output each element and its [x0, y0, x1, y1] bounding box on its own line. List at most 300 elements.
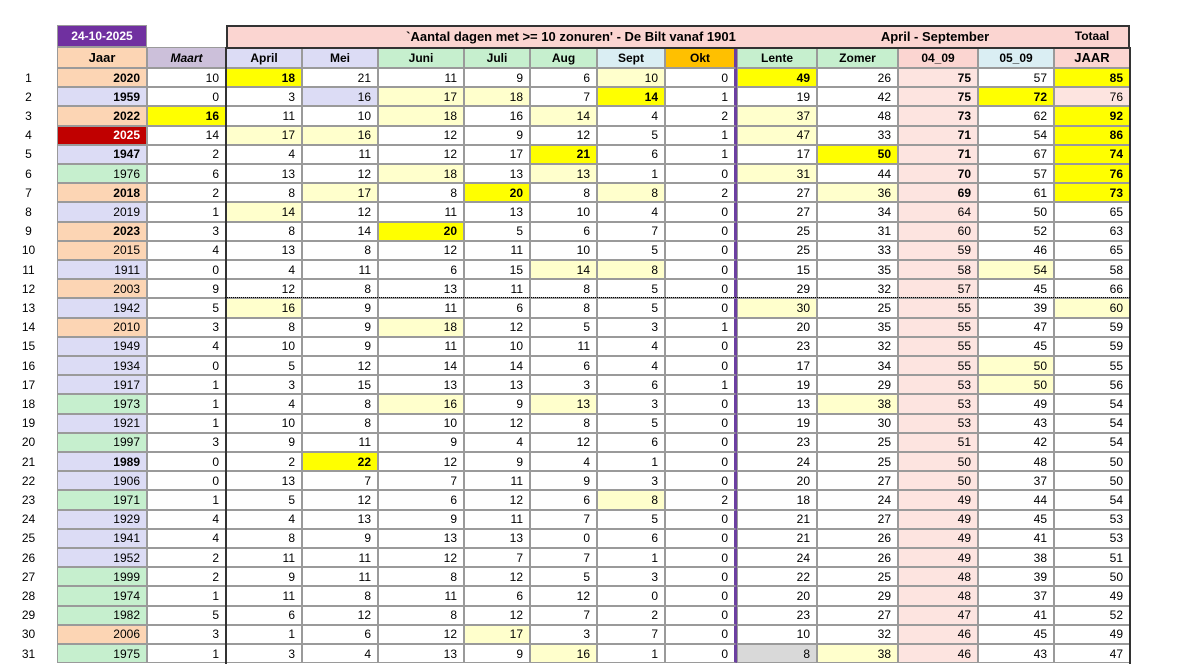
data-cell: 5: [226, 356, 302, 375]
data-cell: 46: [898, 644, 978, 663]
data-cell: 0: [665, 433, 737, 452]
data-cell: 50: [978, 202, 1054, 221]
data-cell: 25: [817, 567, 898, 586]
data-cell: 49: [1054, 625, 1130, 644]
data-cell: 0: [665, 241, 737, 260]
data-cell: 53: [898, 394, 978, 413]
column-header: April: [226, 47, 302, 68]
data-cell: 0: [665, 68, 737, 87]
data-cell: 13: [530, 394, 597, 413]
data-cell: 3: [597, 567, 665, 586]
data-cell: 29: [817, 375, 898, 394]
data-cell: 9: [302, 337, 378, 356]
data-cell: 25: [817, 433, 898, 452]
data-cell: 65: [1054, 202, 1130, 221]
data-cell: 11: [464, 279, 530, 298]
data-cell: 54: [978, 126, 1054, 145]
row-number: 8: [25, 204, 32, 219]
year-cell: 2025: [57, 126, 147, 145]
data-cell: 16: [226, 298, 302, 317]
data-cell: 10: [464, 337, 530, 356]
data-cell: 13: [464, 529, 530, 548]
data-cell: 18: [226, 68, 302, 87]
data-cell: 15: [464, 260, 530, 279]
data-cell: 6: [530, 356, 597, 375]
year-cell: 2023: [57, 222, 147, 241]
data-cell: 49: [978, 394, 1054, 413]
year-cell: 1997: [57, 433, 147, 452]
data-cell: 85: [1054, 68, 1130, 87]
data-cell: 60: [898, 222, 978, 241]
data-cell: 21: [302, 68, 378, 87]
data-cell: 46: [978, 241, 1054, 260]
data-cell: 11: [302, 548, 378, 567]
data-cell: 1: [147, 414, 226, 433]
data-cell: 2: [665, 490, 737, 509]
data-cell: 36: [817, 183, 898, 202]
data-cell: 6: [597, 433, 665, 452]
year-cell: 1971: [57, 490, 147, 509]
data-cell: 11: [302, 433, 378, 452]
row-number: 15: [21, 339, 36, 354]
data-cell: 10: [302, 106, 378, 125]
data-cell: 35: [817, 318, 898, 337]
data-cell: 8: [226, 318, 302, 337]
data-cell: 31: [817, 222, 898, 241]
data-cell: 0: [665, 394, 737, 413]
data-cell: 20: [737, 471, 817, 490]
data-cell: 2: [147, 548, 226, 567]
row-number: 28: [21, 588, 36, 603]
data-cell: 21: [530, 145, 597, 164]
data-cell: 12: [464, 490, 530, 509]
data-cell: 11: [378, 337, 464, 356]
data-cell: 10: [530, 202, 597, 221]
data-cell: 25: [817, 452, 898, 471]
data-cell: 14: [226, 202, 302, 221]
data-cell: 14: [147, 126, 226, 145]
data-cell: 20: [737, 318, 817, 337]
data-cell: 3: [597, 394, 665, 413]
data-cell: 14: [597, 87, 665, 106]
data-cell: 14: [530, 260, 597, 279]
row-number: 3: [25, 108, 32, 123]
data-cell: 11: [378, 298, 464, 317]
data-cell: 9: [378, 510, 464, 529]
data-cell: 48: [978, 452, 1054, 471]
year-cell: 2022: [57, 106, 147, 125]
year-cell: 1906: [57, 471, 147, 490]
data-cell: 17: [737, 145, 817, 164]
row-number: 29: [21, 608, 36, 623]
data-cell: 0: [665, 414, 737, 433]
data-cell: 7: [530, 510, 597, 529]
data-cell: 65: [1054, 241, 1130, 260]
data-cell: 13: [378, 644, 464, 663]
data-cell: 38: [817, 644, 898, 663]
data-cell: 9: [530, 471, 597, 490]
data-cell: 4: [226, 260, 302, 279]
data-cell: 4: [302, 644, 378, 663]
data-cell: 6: [378, 260, 464, 279]
data-cell: 16: [302, 87, 378, 106]
data-cell: 27: [817, 510, 898, 529]
year-cell: 1975: [57, 644, 147, 663]
data-cell: 73: [898, 106, 978, 125]
data-cell: 49: [898, 529, 978, 548]
data-cell: 31: [737, 164, 817, 183]
data-cell: 1: [665, 318, 737, 337]
data-cell: 52: [1054, 606, 1130, 625]
year-cell: 2020: [57, 68, 147, 87]
year-cell: 1999: [57, 567, 147, 586]
data-cell: 18: [378, 318, 464, 337]
data-cell: 0: [530, 529, 597, 548]
data-cell: 10: [226, 414, 302, 433]
data-cell: 7: [530, 548, 597, 567]
data-cell: 3: [597, 471, 665, 490]
data-cell: 9: [226, 433, 302, 452]
data-cell: 55: [898, 318, 978, 337]
data-cell: 3: [226, 87, 302, 106]
data-cell: 12: [302, 202, 378, 221]
data-cell: 8: [226, 529, 302, 548]
data-cell: 63: [1054, 222, 1130, 241]
data-cell: 1: [226, 625, 302, 644]
data-cell: 8: [597, 183, 665, 202]
data-cell: 45: [978, 279, 1054, 298]
data-cell: 4: [226, 145, 302, 164]
row-number: 19: [21, 416, 36, 431]
row-number: 7: [25, 185, 32, 200]
data-cell: 19: [737, 414, 817, 433]
data-cell: 42: [817, 87, 898, 106]
data-cell: 33: [817, 241, 898, 260]
year-cell: 2010: [57, 318, 147, 337]
data-cell: 76: [1054, 164, 1130, 183]
data-cell: 47: [737, 126, 817, 145]
data-cell: 55: [898, 337, 978, 356]
data-cell: 66: [1054, 279, 1130, 298]
data-cell: 92: [1054, 106, 1130, 125]
data-cell: 75: [898, 68, 978, 87]
data-cell: 6: [464, 298, 530, 317]
data-cell: 48: [898, 567, 978, 586]
row-number: 4: [25, 128, 32, 143]
data-cell: 29: [737, 279, 817, 298]
data-cell: 12: [378, 145, 464, 164]
data-cell: 2: [665, 106, 737, 125]
data-cell: 0: [147, 260, 226, 279]
data-cell: 16: [378, 394, 464, 413]
data-cell: 5: [597, 298, 665, 317]
data-cell: 46: [898, 625, 978, 644]
data-cell: 49: [898, 490, 978, 509]
data-cell: 5: [597, 241, 665, 260]
data-cell: 0: [665, 164, 737, 183]
data-cell: 61: [978, 183, 1054, 202]
row-number: 18: [21, 396, 36, 411]
data-cell: 71: [898, 126, 978, 145]
data-cell: 64: [898, 202, 978, 221]
data-cell: 50: [1054, 452, 1130, 471]
row-number: 17: [21, 377, 36, 392]
data-cell: 12: [464, 567, 530, 586]
data-cell: 1: [665, 145, 737, 164]
data-cell: 5: [597, 414, 665, 433]
data-cell: 24: [737, 452, 817, 471]
data-cell: 16: [464, 106, 530, 125]
data-cell: 2: [597, 606, 665, 625]
data-cell: 8: [302, 279, 378, 298]
data-cell: 8: [530, 279, 597, 298]
data-cell: 18: [464, 87, 530, 106]
data-cell: 21: [737, 529, 817, 548]
data-cell: 53: [898, 375, 978, 394]
data-cell: 4: [147, 529, 226, 548]
data-cell: 17: [378, 87, 464, 106]
data-cell: 54: [978, 260, 1054, 279]
data-cell: 0: [665, 222, 737, 241]
data-cell: 39: [978, 567, 1054, 586]
data-cell: 10: [530, 241, 597, 260]
data-cell: 2: [226, 452, 302, 471]
data-cell: 30: [737, 298, 817, 317]
data-cell: 5: [464, 222, 530, 241]
data-cell: 23: [737, 433, 817, 452]
data-cell: 12: [378, 126, 464, 145]
data-cell: 3: [147, 318, 226, 337]
data-cell: 3: [147, 625, 226, 644]
data-cell: 1: [665, 87, 737, 106]
data-cell: 12: [378, 548, 464, 567]
data-cell: 8: [226, 183, 302, 202]
year-cell: 1921: [57, 414, 147, 433]
data-cell: 0: [665, 298, 737, 317]
data-cell: 33: [817, 126, 898, 145]
data-cell: 8: [378, 606, 464, 625]
year-cell: 2018: [57, 183, 147, 202]
data-cell: 86: [1054, 126, 1130, 145]
data-cell: 13: [378, 529, 464, 548]
data-cell: 9: [464, 68, 530, 87]
data-cell: 38: [978, 548, 1054, 567]
data-cell: 5: [530, 318, 597, 337]
data-cell: 1: [147, 375, 226, 394]
data-cell: 3: [226, 644, 302, 663]
data-cell: 49: [898, 510, 978, 529]
data-cell: 16: [530, 644, 597, 663]
data-cell: 44: [978, 490, 1054, 509]
data-cell: 8: [302, 414, 378, 433]
data-cell: 12: [464, 414, 530, 433]
data-cell: 34: [817, 356, 898, 375]
data-cell: 3: [147, 222, 226, 241]
data-cell: 50: [978, 375, 1054, 394]
data-cell: 1: [147, 586, 226, 605]
data-cell: 13: [226, 164, 302, 183]
data-cell: 7: [464, 548, 530, 567]
data-cell: 5: [147, 298, 226, 317]
data-cell: 0: [665, 548, 737, 567]
data-cell: 19: [737, 87, 817, 106]
data-cell: 12: [530, 586, 597, 605]
data-cell: 75: [898, 87, 978, 106]
data-cell: 13: [464, 202, 530, 221]
data-cell: 0: [665, 586, 737, 605]
data-cell: 1: [147, 394, 226, 413]
data-cell: 4: [147, 337, 226, 356]
data-cell: 59: [1054, 318, 1130, 337]
data-cell: 0: [665, 510, 737, 529]
data-cell: 30: [817, 414, 898, 433]
data-cell: 45: [978, 625, 1054, 644]
data-cell: 1: [147, 202, 226, 221]
data-cell: 43: [978, 644, 1054, 663]
data-cell: 25: [737, 222, 817, 241]
data-cell: 10: [597, 68, 665, 87]
data-cell: 7: [597, 625, 665, 644]
data-cell: 15: [737, 260, 817, 279]
data-cell: 27: [817, 471, 898, 490]
data-cell: 15: [302, 375, 378, 394]
data-cell: 4: [597, 337, 665, 356]
data-cell: 0: [665, 279, 737, 298]
data-cell: 9: [302, 298, 378, 317]
data-cell: 67: [978, 145, 1054, 164]
data-cell: 20: [464, 183, 530, 202]
data-cell: 17: [226, 126, 302, 145]
data-cell: 58: [898, 260, 978, 279]
year-cell: 1911: [57, 260, 147, 279]
data-cell: 1: [665, 126, 737, 145]
data-cell: 0: [665, 567, 737, 586]
data-cell: 39: [978, 298, 1054, 317]
column-header: Juni: [378, 47, 464, 68]
row-number: 5: [25, 147, 32, 162]
data-cell: 32: [817, 337, 898, 356]
data-cell: 6: [302, 625, 378, 644]
data-cell: 9: [147, 279, 226, 298]
data-cell: 59: [898, 241, 978, 260]
row-number: 23: [21, 492, 36, 507]
data-cell: 23: [737, 337, 817, 356]
data-cell: 11: [464, 241, 530, 260]
data-cell: 58: [1054, 260, 1130, 279]
data-cell: 9: [226, 567, 302, 586]
data-cell: 0: [665, 202, 737, 221]
data-cell: 11: [378, 586, 464, 605]
page-break-line: [225, 297, 1130, 298]
data-cell: 21: [737, 510, 817, 529]
data-cell: 12: [378, 241, 464, 260]
sheet-title: `Aantal dagen met >= 10 zonuren' - De Bilt vanaf 1901: [406, 28, 736, 44]
data-cell: 0: [665, 471, 737, 490]
data-cell: 4: [464, 433, 530, 452]
data-cell: 3: [226, 375, 302, 394]
data-cell: 8: [530, 298, 597, 317]
row-number: 26: [21, 550, 36, 565]
data-cell: 54: [1054, 414, 1130, 433]
total-label: Totaal: [1074, 29, 1110, 43]
data-cell: 22: [737, 567, 817, 586]
data-cell: 8: [302, 241, 378, 260]
data-cell: 12: [226, 279, 302, 298]
data-cell: 13: [226, 241, 302, 260]
data-cell: 4: [226, 510, 302, 529]
data-cell: 4: [147, 510, 226, 529]
data-cell: 14: [464, 356, 530, 375]
data-cell: 11: [378, 68, 464, 87]
data-cell: 0: [147, 87, 226, 106]
data-cell: 54: [1054, 394, 1130, 413]
data-cell: 8: [597, 260, 665, 279]
data-cell: 7: [378, 471, 464, 490]
data-cell: 17: [464, 625, 530, 644]
data-cell: 7: [530, 606, 597, 625]
data-cell: 45: [978, 337, 1054, 356]
data-cell: 18: [378, 106, 464, 125]
data-cell: 50: [1054, 471, 1130, 490]
data-cell: 37: [978, 471, 1054, 490]
column-header: Lente: [737, 47, 817, 68]
data-cell: 0: [665, 625, 737, 644]
data-cell: 55: [898, 298, 978, 317]
data-cell: 8: [302, 586, 378, 605]
data-cell: 13: [378, 375, 464, 394]
row-number: 24: [21, 512, 36, 527]
column-header: Zomer: [817, 47, 898, 68]
data-cell: 57: [898, 279, 978, 298]
data-cell: 50: [898, 452, 978, 471]
row-number: 10: [21, 243, 36, 258]
data-cell: 43: [978, 414, 1054, 433]
data-cell: 13: [464, 164, 530, 183]
data-cell: 6: [226, 606, 302, 625]
row-number: 1: [25, 70, 32, 85]
data-cell: 56: [1054, 375, 1130, 394]
data-cell: 1: [597, 452, 665, 471]
year-cell: 1952: [57, 548, 147, 567]
data-cell: 24: [737, 548, 817, 567]
data-cell: 10: [378, 414, 464, 433]
data-cell: 11: [302, 145, 378, 164]
year-cell: 2006: [57, 625, 147, 644]
column-header: Okt: [665, 47, 737, 68]
data-cell: 4: [597, 356, 665, 375]
column-header: 05_09: [978, 47, 1054, 68]
row-number: 27: [21, 569, 36, 584]
data-cell: 71: [898, 145, 978, 164]
data-cell: 52: [978, 222, 1054, 241]
data-cell: 29: [817, 586, 898, 605]
data-cell: 0: [147, 452, 226, 471]
data-cell: 37: [737, 106, 817, 125]
data-cell: 47: [1054, 644, 1130, 663]
row-number: 25: [21, 531, 36, 546]
data-cell: 4: [597, 106, 665, 125]
data-cell: 11: [226, 586, 302, 605]
data-cell: 53: [1054, 529, 1130, 548]
data-cell: 20: [378, 222, 464, 241]
data-cell: 9: [464, 126, 530, 145]
data-cell: 12: [378, 452, 464, 471]
data-cell: 69: [898, 183, 978, 202]
year-cell: 1976: [57, 164, 147, 183]
data-cell: 4: [530, 452, 597, 471]
date-label: 24-10-2025: [57, 25, 147, 47]
data-cell: 11: [464, 471, 530, 490]
